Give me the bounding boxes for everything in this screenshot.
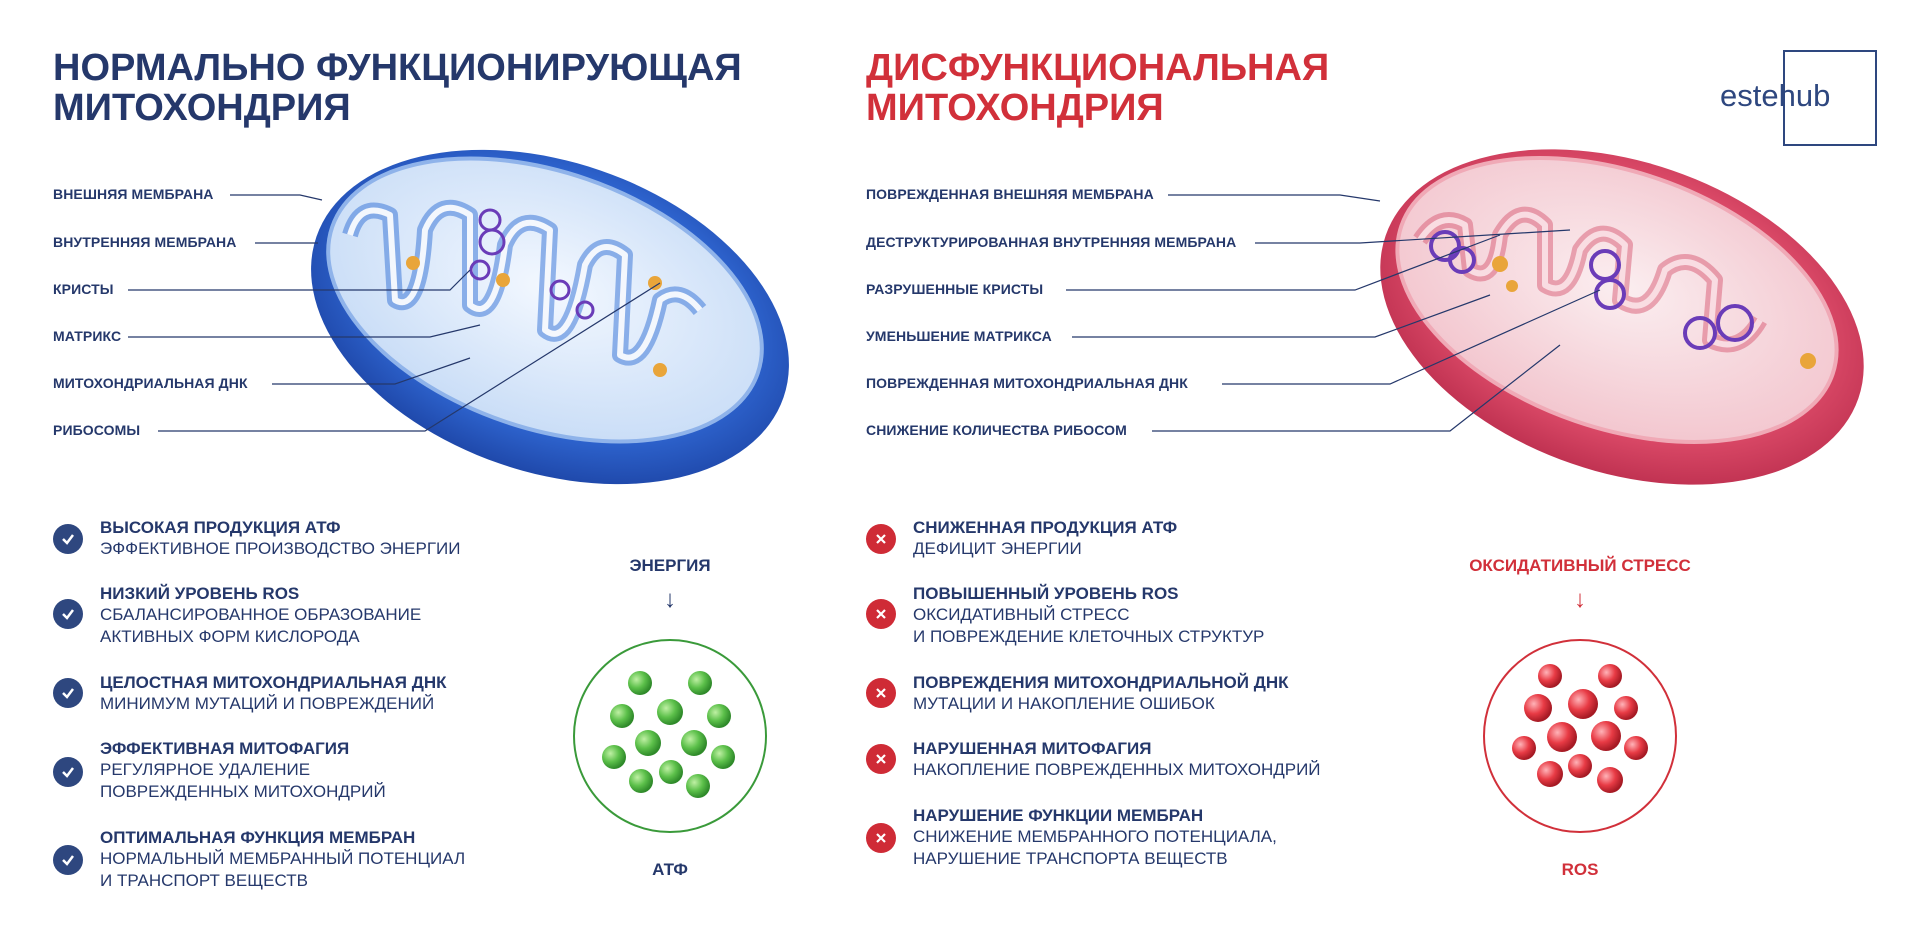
- item-desc: СНИЖЕНИЕ МЕМБРАННОГО ПОТЕНЦИАЛА, НАРУШЕНИЕ ТРАНСПОРТА ВЕЩЕСТВ: [913, 827, 1277, 868]
- dysfunctional-mitochondrion: [1335, 89, 1909, 500]
- item-desc: РЕГУЛЯРНОЕ УДАЛЕНИЕ ПОВРЕЖДЕННЫХ МИТОХОНДРИЙ: [100, 760, 386, 801]
- ros-caption: ROS: [1561, 860, 1599, 879]
- item-title: ВЫСОКАЯ ПРОДУКЦИЯ АТФ: [100, 518, 341, 537]
- list-item: [100, 583, 421, 648]
- list-item: [100, 672, 447, 715]
- check-icon: [53, 757, 83, 787]
- cross-icon: [866, 744, 896, 774]
- left-title-line2: МИТОХОНДРИЯ: [53, 87, 351, 129]
- right-title-line2: МИТОХОНДРИЯ: [866, 87, 1164, 129]
- item-desc: МИНИМУМ МУТАЦИЙ И ПОВРЕЖДЕНИЙ: [100, 694, 435, 713]
- item-title: НАРУШЕНИЕ ФУНКЦИИ МЕМБРАН: [913, 806, 1204, 825]
- right-title-line1: ДИСФУНКЦИОНАЛЬНАЯ: [866, 47, 1330, 89]
- label-inner-membrane: ВНУТРЕННЯЯ МЕМБРАНА: [53, 234, 237, 250]
- list-item: [913, 517, 1177, 560]
- item-title: ОПТИМАЛЬНАЯ ФУНКЦИЯ МЕМБРАН: [100, 828, 416, 847]
- list-item: [913, 805, 1277, 870]
- item-desc: НОРМАЛЬНЫЙ МЕМБРАННЫЙ ПОТЕНЦИАЛ И ТРАНСПОРТ ВЕЩЕСТВ: [100, 849, 466, 890]
- check-icon: [53, 678, 83, 708]
- label-outer-membrane: ВНЕШНЯЯ МЕМБРАНА: [53, 186, 214, 202]
- item-desc: ЭФФЕКТИВНОЕ ПРОИЗВОДСТВО ЭНЕРГИИ: [100, 539, 461, 558]
- oxidative-stress-caption: ОКСИДАТИВНЫЙ СТРЕСС: [1469, 556, 1691, 575]
- list-item: [913, 738, 1321, 781]
- item-title: ЭФФЕКТИВНАЯ МИТОФАГИЯ: [100, 739, 350, 758]
- down-arrow-icon: ↓: [1574, 586, 1586, 613]
- logo-text: estehub: [1720, 78, 1831, 113]
- item-desc: СБАЛАНСИРОВАННОЕ ОБРАЗОВАНИЕ АКТИВНЫХ ФОРМ КИСЛОРОДА: [100, 605, 422, 646]
- item-title: НИЗКИЙ УРОВЕНЬ ROS: [100, 584, 300, 603]
- list-item: [100, 827, 465, 892]
- cross-icon: [866, 823, 896, 853]
- label-cristae: КРИСТЫ: [53, 281, 114, 297]
- label-broken-cristae: РАЗРУШЕННЫЕ КРИСТЫ: [866, 281, 1044, 297]
- label-mtdna: МИТОХОНДРИАЛЬНАЯ ДНК: [53, 375, 248, 391]
- label-ribosomes: РИБОСОМЫ: [53, 422, 141, 438]
- energy-caption: ЭНЕРГИЯ: [629, 556, 711, 575]
- cross-icon: [866, 678, 896, 708]
- cross-icon: [866, 524, 896, 554]
- list-item: [100, 517, 460, 560]
- item-desc: НАКОПЛЕНИЕ ПОВРЕЖДЕННЫХ МИТОХОНДРИЙ: [913, 760, 1321, 779]
- check-icon: [53, 524, 83, 554]
- ros-circle: [1480, 636, 1680, 836]
- atp-circle: [570, 636, 770, 836]
- healthy-mitochondrion: [266, 90, 834, 500]
- item-desc: ДЕФИЦИТ ЭНЕРГИИ: [913, 539, 1082, 558]
- item-title: ПОВРЕЖДЕНИЯ МИТОХОНДРИАЛЬНОЙ ДНК: [913, 673, 1289, 692]
- cross-icon: [866, 599, 896, 629]
- label-reduced-ribosomes: СНИЖЕНИЕ КОЛИЧЕСТВА РИБОСОМ: [866, 422, 1127, 438]
- label-matrix: МАТРИКС: [53, 328, 122, 344]
- label-damaged-mtdna: ПОВРЕЖДЕННАЯ МИТОХОНДРИАЛЬНАЯ ДНК: [866, 375, 1188, 391]
- list-item: [913, 672, 1288, 715]
- label-reduced-matrix: УМЕНЬШЕНИЕ МАТРИКСА: [866, 328, 1052, 344]
- atp-caption: АТФ: [652, 860, 688, 879]
- label-destructured-inner-membrane: ДЕСТРУКТУРИРОВАННАЯ ВНУТРЕННЯЯ МЕМБРАНА: [866, 234, 1237, 250]
- item-title: ЦЕЛОСТНАЯ МИТОХОНДРИАЛЬНАЯ ДНК: [100, 673, 447, 692]
- item-title: ПОВЫШЕННЫЙ УРОВЕНЬ ROS: [913, 584, 1179, 603]
- check-icon: [53, 845, 83, 875]
- item-title: СНИЖЕННАЯ ПРОДУКЦИЯ АТФ: [913, 518, 1178, 537]
- label-damaged-outer-membrane: ПОВРЕЖДЕННАЯ ВНЕШНЯЯ МЕМБРАНА: [866, 186, 1154, 202]
- left-title-line1: НОРМАЛЬНО ФУНКЦИОНИРУЮЩАЯ: [53, 47, 742, 89]
- item-title: НАРУШЕННАЯ МИТОФАГИЯ: [913, 739, 1152, 758]
- down-arrow-icon: ↓: [664, 586, 676, 613]
- list-item: [100, 738, 386, 803]
- item-desc: ОКСИДАТИВНЫЙ СТРЕСС И ПОВРЕЖДЕНИЕ КЛЕТОЧНЫХ СТРУКТУР: [913, 605, 1265, 646]
- item-desc: МУТАЦИИ И НАКОПЛЕНИЕ ОШИБОК: [913, 694, 1215, 713]
- list-item: [913, 583, 1264, 648]
- check-icon: [53, 599, 83, 629]
